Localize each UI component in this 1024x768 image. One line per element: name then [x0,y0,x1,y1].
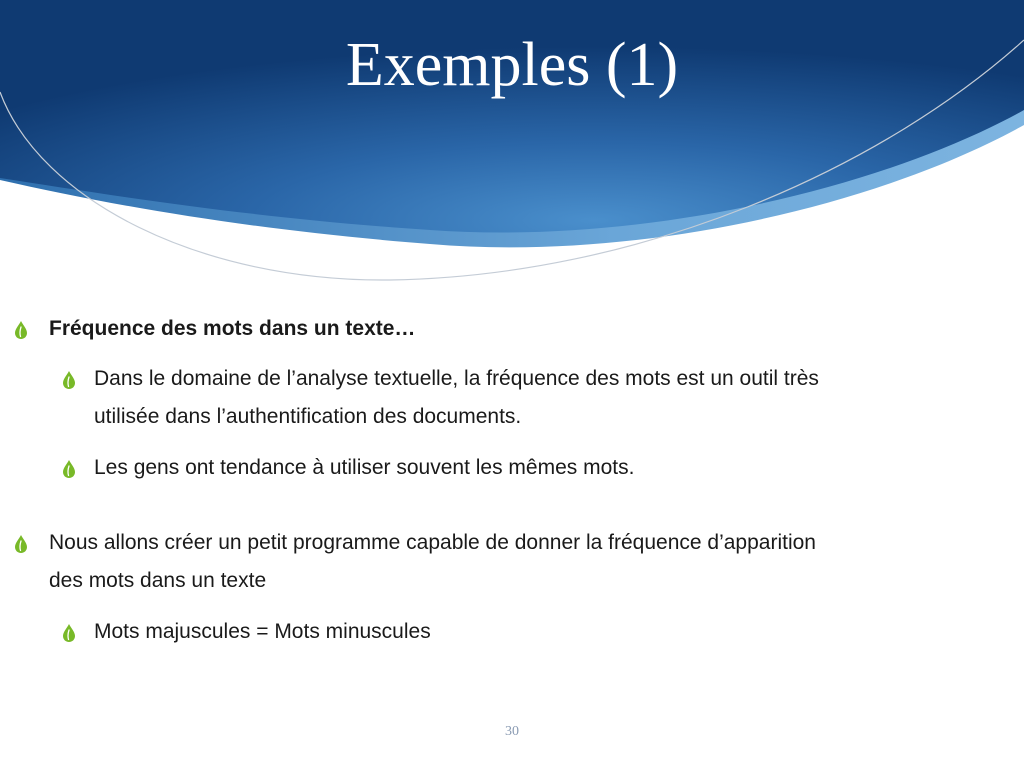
leaf-bullet-icon [62,624,76,642]
slide-title: Exemples (1) [345,31,679,99]
sub-bullet-text: Dans le domaine de l’analyse textuelle, la fréquence des mots est un outil très [94,367,819,390]
sub-bullet-text: utilisée dans l’authentification des documents. [94,405,522,428]
leaf-bullet-icon [14,535,28,553]
bullet-text: Fréquence des mots dans un texte… [49,317,416,340]
bullet-text: des mots dans un texte [49,569,267,592]
leaf-bullet-icon [62,371,76,389]
sub-bullet-text: Les gens ont tendance à utiliser souvent les mêmes mots. [94,456,635,479]
bullet-text: Nous allons créer un petit programme capable de donner la fréquence d’apparition [49,531,816,554]
page-number: 30 [505,724,519,739]
leaf-bullet-icon [62,460,76,478]
sub-bullet-text: Mots majuscules = Mots minuscules [94,620,431,643]
leaf-bullet-icon [14,321,28,339]
